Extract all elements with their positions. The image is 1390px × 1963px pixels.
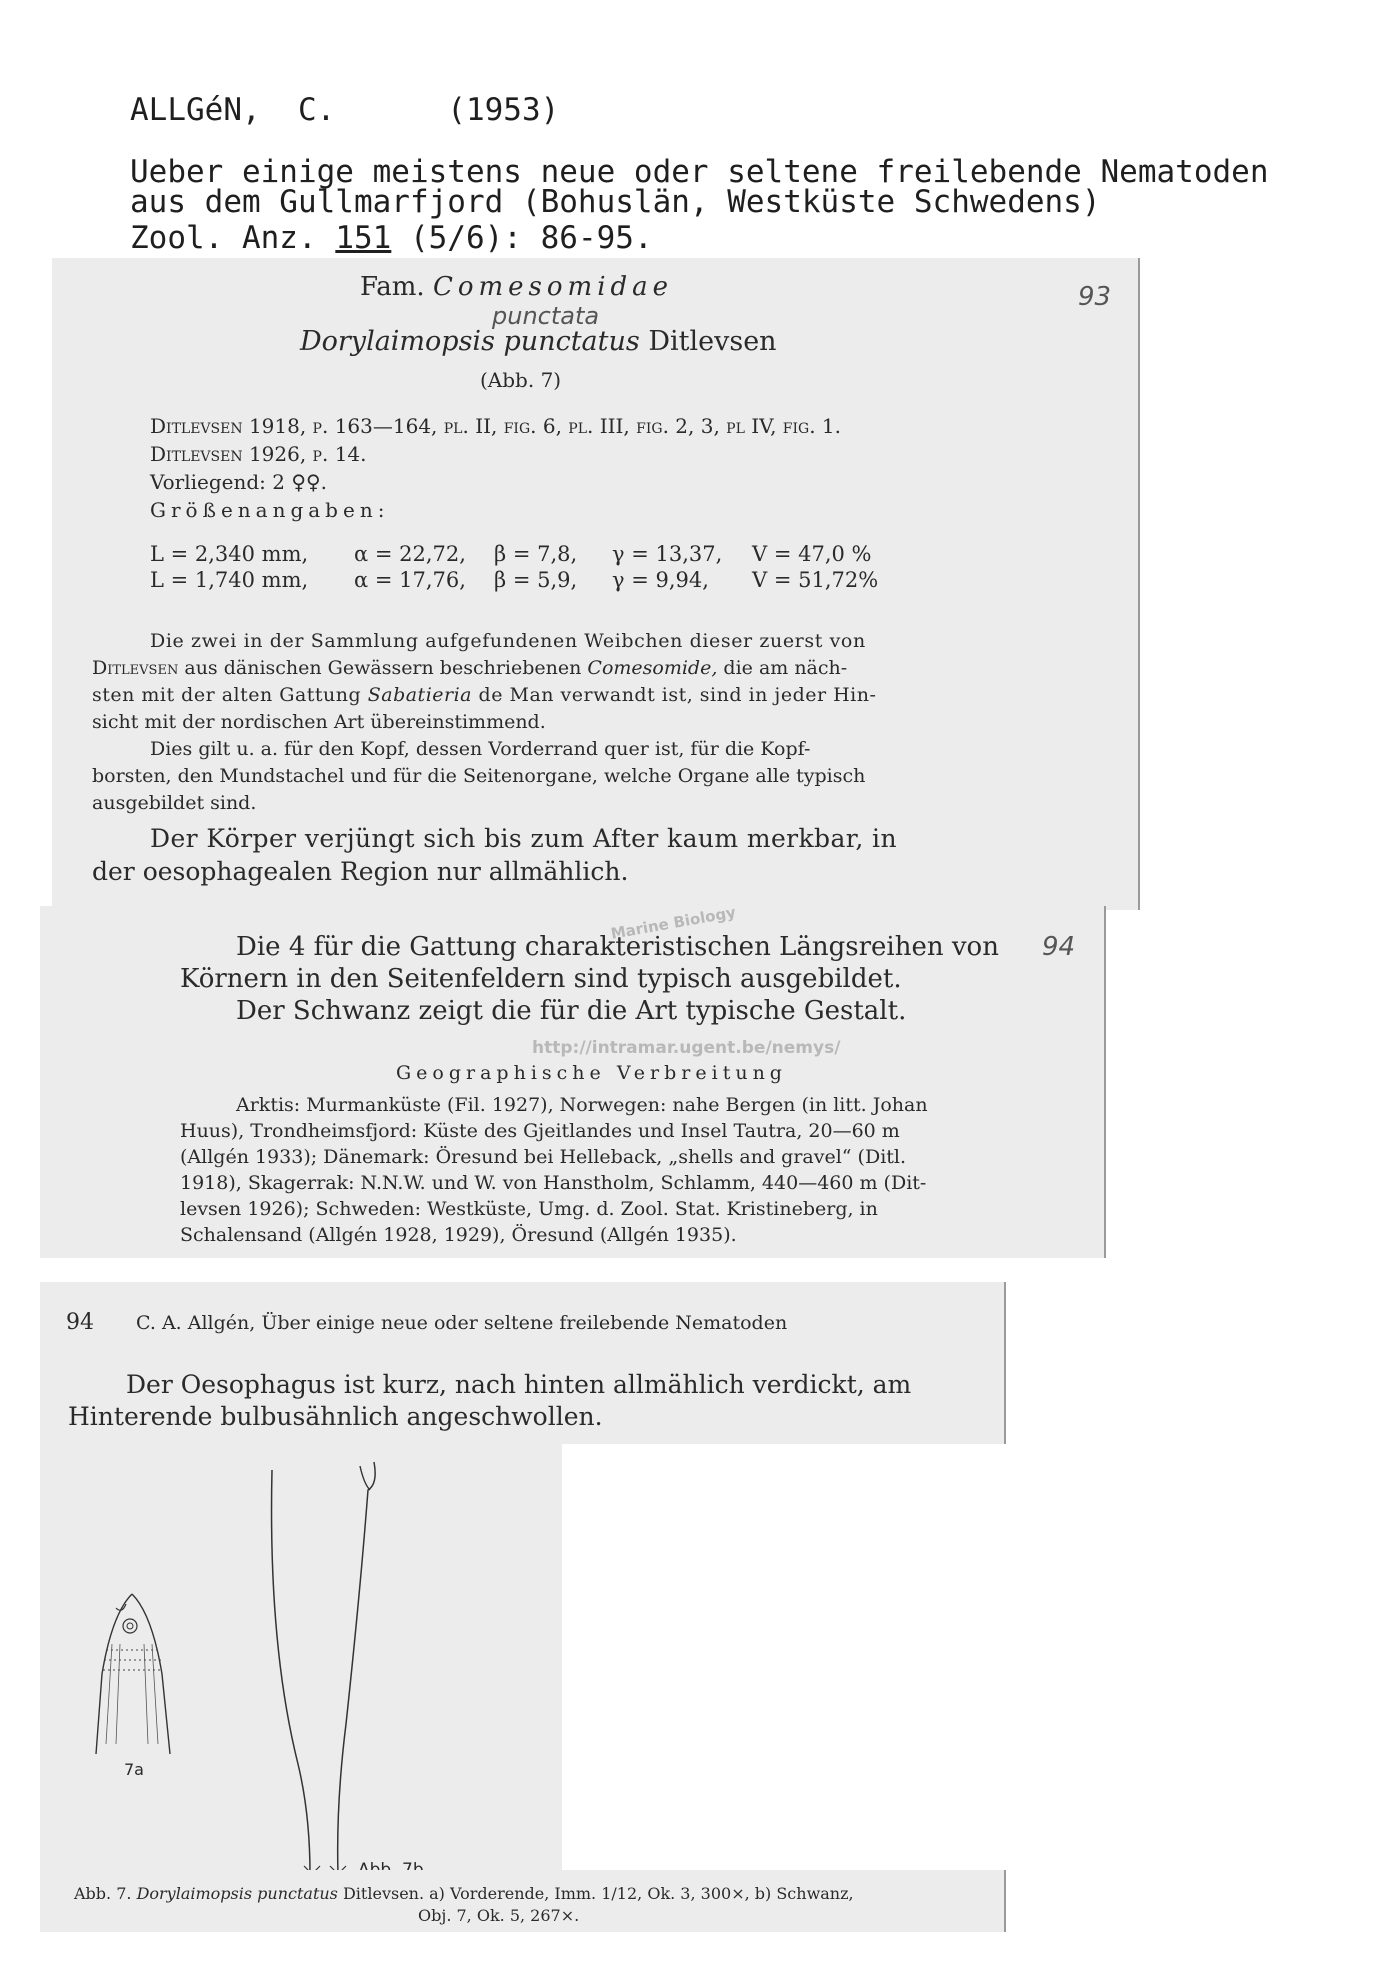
running-head: C. A. Allgén, Über einige neue oder seltene freilebende Nematoden <box>136 1312 788 1334</box>
p2-line-1: Dies gilt u. a. für den Kopf, dessen Vorderrand quer ist, für die Kopf- <box>150 738 811 760</box>
species-epithet: punctatus <box>503 326 640 357</box>
p2-line-2: borsten, den Mundstachel und für die Seitenorgane, welche Organe alle typisch <box>92 765 866 787</box>
geo-line-1: Arktis: Murmanküste (Fil. 1927), Norwegen: nahe Bergen (in litt. Johan <box>236 1094 928 1116</box>
author: ALLGéN, C. <box>130 92 336 128</box>
m1-beta: β = 7,8, <box>494 542 578 566</box>
caption-prefix: Abb. 7. <box>74 1884 137 1903</box>
m1-length: L = 2,340 mm, <box>150 542 309 566</box>
figure-caption <box>40 1870 1006 1932</box>
family-label: Fam. <box>360 272 425 302</box>
geo-line-5: levsen 1926); Schweden: Westküste, Umg. d. Zool. Stat. Kristineberg, in <box>180 1198 878 1220</box>
species-genus: Dorylaimopsis <box>300 326 495 357</box>
geo-line-3: (Allgén 1933); Dänemark: Öresund bei Helleback, „shells and gravel“ (Ditl. <box>180 1146 907 1168</box>
citation-title-line-2: aus dem Gullmarfjord (Bohuslän, Westküste Schwedens) <box>130 184 1101 220</box>
clipping-3 <box>40 1282 1006 1444</box>
p1-line-1: Die zwei in der Sammlung aufgefundenen Weibchen dieser zuerst von <box>150 630 866 652</box>
p1-text-b: die am näch- <box>717 657 848 679</box>
family-name: Comesomidae <box>432 272 674 302</box>
p1-taxon: Comesomide, <box>587 657 718 679</box>
m2-gamma: γ = 9,94, <box>612 568 709 592</box>
handwritten-page-number-2: 94 <box>1042 932 1076 962</box>
material: Vorliegend: 2 ♀♀. <box>150 470 327 494</box>
figure-label-7a: 7a <box>124 1760 144 1779</box>
p1-text-c: sten mit der alten Gattung <box>92 684 368 706</box>
geo-heading: Geographische Verbreitung <box>396 1062 787 1084</box>
nematode-anterior-illustration <box>82 1584 182 1754</box>
family-heading <box>360 272 673 302</box>
issue-pages: (5/6): 86-95. <box>391 220 653 256</box>
m2-length: L = 1,740 mm, <box>150 568 309 592</box>
reference-1: Ditlevsen 1918, p. 163—164, pl. II, fig. 6, pl. III, fig. 2, 3, pl IV, fig. 1. <box>150 414 842 438</box>
c3-line-1: Der Oesophagus ist kurz, nach hinten allmählich verdickt, am <box>126 1370 912 1399</box>
p2-line-3: ausgebildet sind. <box>92 792 257 814</box>
caption-details: Ditlevsen. a) Vorderende, Imm. 1/12, Ok. 3, 300×, b) Schwanz, <box>337 1884 854 1903</box>
geo-line-2: Huus), Trondheimsfjord: Küste des Gjeitlandes und Insel Tautra, 20—60 m <box>180 1120 900 1142</box>
p3-line-1: Der Körper verjüngt sich bis zum After kaum merkbar, in <box>150 824 897 853</box>
caption-line-1 <box>74 1884 854 1903</box>
citation-author-line <box>130 94 559 126</box>
c2-line-1: Die 4 für die Gattung charakteristischen Längsreihen von <box>236 932 999 962</box>
c2-line-2: Körnern in den Seitenfeldern sind typisch ausgebildet. <box>180 964 902 994</box>
p1-line-2 <box>92 657 847 679</box>
page-number: 94 <box>66 1310 94 1335</box>
journal: Zool. Anz. <box>130 220 317 256</box>
m2-vulva: V = 51,72% <box>752 568 879 592</box>
geo-line-6: Schalensand (Allgén 1928, 1929), Öresund (Allgén 1935). <box>180 1224 737 1246</box>
handwritten-correction: punctata <box>492 302 600 330</box>
m2-alpha: α = 17,76, <box>354 568 466 592</box>
handwritten-page-number: 93 <box>1078 282 1112 312</box>
p1-author: Ditlevsen <box>92 657 179 679</box>
geo-line-4: 1918), Skagerrak: N.N.W. und W. von Hanstholm, Schlamm, 440—460 m (Dit- <box>180 1172 927 1194</box>
species-heading <box>300 326 777 357</box>
p1-line-4: sicht mit der nordischen Art übereinstimmend. <box>92 711 546 733</box>
caption-line-2: Obj. 7, Ok. 5, 267×. <box>418 1906 580 1925</box>
watermark-title: Marine Biology <box>609 903 738 943</box>
nematode-tail-illustration <box>260 1444 410 1884</box>
citation-title-line-1: Ueber einige meistens neue oder seltene freilebende Nematoden <box>130 154 1269 190</box>
m1-alpha: α = 22,72, <box>354 542 466 566</box>
p1-text-d: de Man verwandt ist, sind in jeder Hin- <box>472 684 877 706</box>
clipping-1 <box>52 258 1140 910</box>
m1-vulva: V = 47,0 % <box>752 542 872 566</box>
size-heading: Größenangaben: <box>150 498 390 522</box>
clipping-2 <box>40 903 1106 1258</box>
species-author: Ditlevsen <box>648 326 777 357</box>
figure-reference: (Abb. 7) <box>480 368 562 392</box>
m1-gamma: γ = 13,37, <box>612 542 723 566</box>
p1-genus: Sabatieria <box>367 684 472 706</box>
c3-line-2: Hinterende bulbusähnlich angeschwollen. <box>68 1402 603 1431</box>
year: (1953) <box>447 92 560 128</box>
p1-line-3 <box>92 684 876 706</box>
p1-text-a: aus dänischen Gewässern beschriebenen <box>178 657 588 679</box>
volume: 151 <box>335 220 392 256</box>
reference-2: Ditlevsen 1926, p. 14. <box>150 442 367 466</box>
m2-beta: β = 5,9, <box>494 568 578 592</box>
watermark-url: http://intramar.ugent.be/nemys/ <box>532 1038 841 1058</box>
c2-line-3: Der Schwanz zeigt die für die Art typische Gestalt. <box>236 996 907 1026</box>
p3-line-2: der oesophagealen Region nur allmählich. <box>92 857 629 886</box>
citation-journal-line <box>130 222 653 254</box>
caption-species: Dorylaimopsis punctatus <box>136 1884 338 1903</box>
